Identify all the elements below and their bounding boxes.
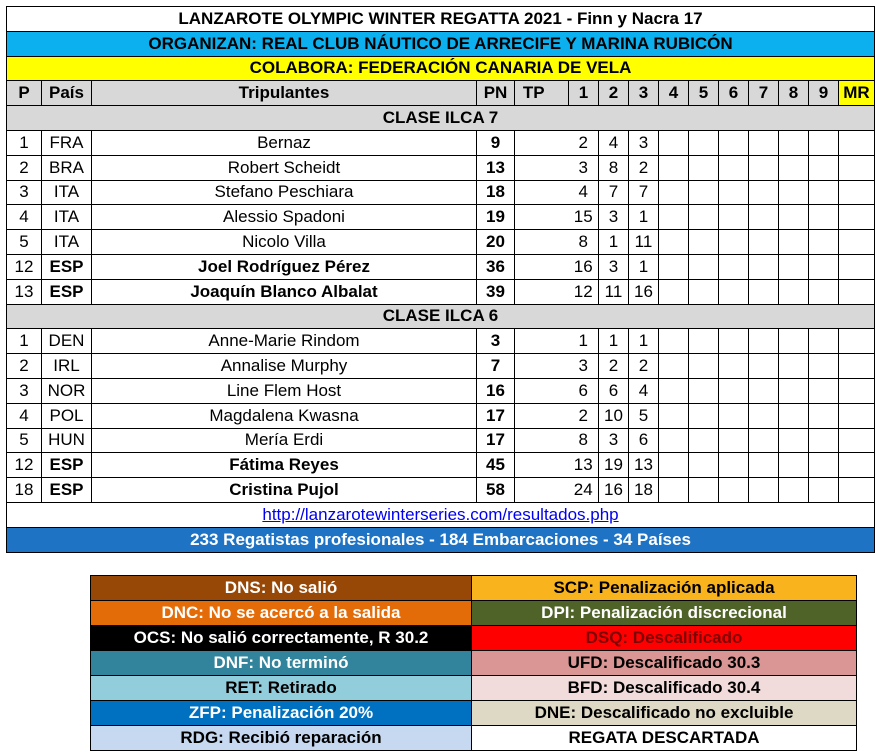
race-1-cell: 24 [569,478,599,503]
race-3-cell: 1 [629,205,659,230]
country-cell: BRA [42,155,92,180]
race-5-cell [689,254,719,279]
race-5-cell [689,378,719,403]
race-6-cell [719,403,749,428]
race-7-cell [749,428,779,453]
race-5-cell [689,205,719,230]
total-points-cell [515,230,553,255]
race-6-cell [719,329,749,354]
crew-name-cell: Annalise Murphy [92,354,477,379]
total-points-cell [515,478,553,503]
legend-item: BFD: Descalificado 30.4 [472,676,857,701]
medal-race-cell [839,230,875,255]
legend-item: ZFP: Penalización 20% [91,701,472,726]
race-3-cell: 5 [629,403,659,428]
table-row [7,254,875,279]
table-row [7,329,875,354]
race-8-cell [779,428,809,453]
race-3-cell: 1 [629,254,659,279]
race-2-cell: 3 [599,254,629,279]
net-points-cell: 36 [477,254,515,279]
medal-race-cell [839,403,875,428]
race-2-cell: 7 [599,180,629,205]
race-2-cell: 8 [599,155,629,180]
total-points-cell [515,180,553,205]
col-header-race-3: 3 [629,81,659,106]
race-7-cell [749,453,779,478]
race-6-cell [719,180,749,205]
col-header-mr: MR [839,81,875,106]
race-6-cell [719,254,749,279]
medal-race-cell [839,428,875,453]
race-8-cell [779,378,809,403]
race-8-cell [779,453,809,478]
spacer-cell [553,180,569,205]
position-cell: 2 [7,354,42,379]
crew-name-cell: Robert Scheidt [92,155,477,180]
legend-item: DNF: No terminó [91,651,472,676]
spacer-cell [553,478,569,503]
race-6-cell [719,453,749,478]
table-row [7,155,875,180]
table-row [7,403,875,428]
race-3-cell: 4 [629,378,659,403]
race-1-cell: 3 [569,155,599,180]
medal-race-cell [839,130,875,155]
spacer-cell [553,329,569,354]
race-7-cell [749,378,779,403]
race-8-cell [779,205,809,230]
legend-row [91,651,857,676]
race-9-cell [809,378,839,403]
race-7-cell [749,130,779,155]
race-4-cell [659,403,689,428]
medal-race-cell [839,354,875,379]
total-points-cell [515,205,553,230]
race-4-cell [659,453,689,478]
crew-name-cell: Line Flem Host [92,378,477,403]
regatta-title: LANZAROTE OLYMPIC WINTER REGATTA 2021 - Finn y Nacra 17 [7,7,875,32]
race-2-cell: 1 [599,329,629,354]
legend-row [91,726,857,751]
col-header-gap [553,81,569,106]
spacer-cell [553,254,569,279]
crew-name-cell: Anne-Marie Rindom [92,329,477,354]
race-3-cell: 2 [629,354,659,379]
col-header-race-7: 7 [749,81,779,106]
race-7-cell [749,354,779,379]
total-points-cell [515,329,553,354]
race-5-cell [689,130,719,155]
net-points-cell: 9 [477,130,515,155]
col-header-race-5: 5 [689,81,719,106]
spacer-cell [553,354,569,379]
net-points-cell: 17 [477,403,515,428]
race-6-cell [719,205,749,230]
race-9-cell [809,279,839,304]
race-7-cell [749,279,779,304]
race-5-cell [689,230,719,255]
col-header-pn: PN [477,81,515,106]
col-header-tp: TP [515,81,553,106]
race-1-cell: 8 [569,230,599,255]
total-points-cell [515,403,553,428]
crew-name-cell: Stefano Peschiara [92,180,477,205]
legend-item: DSQ: Descalificado [472,626,857,651]
position-cell: 1 [7,130,42,155]
race-7-cell [749,478,779,503]
race-4-cell [659,329,689,354]
race-3-cell: 11 [629,230,659,255]
net-points-cell: 16 [477,378,515,403]
race-2-cell: 6 [599,378,629,403]
medal-race-cell [839,453,875,478]
race-8-cell [779,130,809,155]
race-4-cell [659,130,689,155]
race-2-cell: 16 [599,478,629,503]
crew-name-cell: Magdalena Kwasna [92,403,477,428]
race-3-cell: 18 [629,478,659,503]
legend-row [91,701,857,726]
table-row [7,378,875,403]
total-points-cell [515,155,553,180]
total-points-cell [515,254,553,279]
race-9-cell [809,354,839,379]
race-5-cell [689,354,719,379]
race-5-cell [689,329,719,354]
table-row [7,279,875,304]
col-header-race-6: 6 [719,81,749,106]
legend-item: DNE: Descalificado no excluible [472,701,857,726]
total-points-cell [515,354,553,379]
col-header-race-9: 9 [809,81,839,106]
collaborator-banner: COLABORA: FEDERACIÓN CANARIA DE VELA [7,56,875,81]
race-9-cell [809,130,839,155]
race-1-cell: 3 [569,354,599,379]
race-1-cell: 1 [569,329,599,354]
race-6-cell [719,230,749,255]
col-header-p: P [7,81,42,106]
race-1-cell: 2 [569,403,599,428]
position-cell: 4 [7,403,42,428]
race-1-cell: 16 [569,254,599,279]
country-cell: IRL [42,354,92,379]
total-points-cell [515,378,553,403]
race-9-cell [809,428,839,453]
medal-race-cell [839,254,875,279]
race-6-cell [719,279,749,304]
race-8-cell [779,279,809,304]
legend-row [91,676,857,701]
race-6-cell [719,428,749,453]
total-points-cell [515,428,553,453]
table-row [7,428,875,453]
race-7-cell [749,329,779,354]
race-9-cell [809,403,839,428]
spacer-cell [553,378,569,403]
net-points-cell: 39 [477,279,515,304]
position-cell: 5 [7,230,42,255]
race-2-cell: 1 [599,230,629,255]
total-points-cell [515,279,553,304]
race-3-cell: 7 [629,180,659,205]
column-header-row [7,81,875,106]
crew-name-cell: Nicolo Villa [92,230,477,255]
position-cell: 12 [7,254,42,279]
race-2-cell: 11 [599,279,629,304]
country-cell: ITA [42,230,92,255]
position-cell: 4 [7,205,42,230]
crew-name-cell: Alessio Spadoni [92,205,477,230]
class-header: CLASE ILCA 6 [7,304,875,329]
race-8-cell [779,254,809,279]
race-2-cell: 3 [599,428,629,453]
race-4-cell [659,354,689,379]
country-cell: ITA [42,180,92,205]
col-header-race-1: 1 [569,81,599,106]
race-1-cell: 4 [569,180,599,205]
race-8-cell [779,155,809,180]
legend-item: UFD: Descalificado 30.3 [472,651,857,676]
legend-row [91,626,857,651]
spacer-cell [553,230,569,255]
race-2-cell: 10 [599,403,629,428]
col-header-country: País [42,81,92,106]
race-6-cell [719,378,749,403]
race-9-cell [809,329,839,354]
race-9-cell [809,453,839,478]
race-4-cell [659,230,689,255]
legend-item: SCP: Penalización aplicada [472,576,857,601]
race-5-cell [689,180,719,205]
legend-row [91,576,857,601]
race-5-cell [689,279,719,304]
legend-item: DPI: Penalización discrecional [472,601,857,626]
position-cell: 3 [7,180,42,205]
race-1-cell: 15 [569,205,599,230]
table-row [7,130,875,155]
race-5-cell [689,453,719,478]
race-9-cell [809,155,839,180]
race-5-cell [689,155,719,180]
col-header-race-8: 8 [779,81,809,106]
net-points-cell: 7 [477,354,515,379]
results-link-cell [7,502,875,527]
race-7-cell [749,230,779,255]
net-points-cell: 45 [477,453,515,478]
race-1-cell: 12 [569,279,599,304]
race-6-cell [719,130,749,155]
legend-item: DNC: No se acercó a la salida [91,601,472,626]
race-3-cell: 2 [629,155,659,180]
position-cell: 5 [7,428,42,453]
race-2-cell: 4 [599,130,629,155]
race-8-cell [779,478,809,503]
table-row [7,478,875,503]
legend-item: REGATA DESCARTADA [472,726,857,751]
country-cell: POL [42,403,92,428]
race-4-cell [659,428,689,453]
table-row [7,354,875,379]
legend-row [91,601,857,626]
position-cell: 12 [7,453,42,478]
country-cell: ITA [42,205,92,230]
legend-item: DNS: No salió [91,576,472,601]
spacer-cell [553,155,569,180]
race-6-cell [719,155,749,180]
crew-name-cell: Mería Erdi [92,428,477,453]
medal-race-cell [839,279,875,304]
race-3-cell: 1 [629,329,659,354]
country-cell: NOR [42,378,92,403]
net-points-cell: 13 [477,155,515,180]
net-points-cell: 17 [477,428,515,453]
stats-banner: 233 Regatistas profesionales - 184 Embarcaciones - 34 Países [7,527,875,552]
net-points-cell: 3 [477,329,515,354]
race-8-cell [779,230,809,255]
position-cell: 18 [7,478,42,503]
race-2-cell: 19 [599,453,629,478]
results-table [6,6,875,553]
col-header-race-4: 4 [659,81,689,106]
country-cell: ESP [42,453,92,478]
race-7-cell [749,155,779,180]
country-cell: ESP [42,279,92,304]
crew-name-cell: Bernaz [92,130,477,155]
spacer-cell [553,453,569,478]
country-cell: DEN [42,329,92,354]
legend-item: RET: Retirado [91,676,472,701]
crew-name-cell: Cristina Pujol [92,478,477,503]
race-4-cell [659,254,689,279]
position-cell: 1 [7,329,42,354]
race-8-cell [779,354,809,379]
medal-race-cell [839,329,875,354]
race-6-cell [719,478,749,503]
crew-name-cell: Joel Rodríguez Pérez [92,254,477,279]
race-6-cell [719,354,749,379]
medal-race-cell [839,180,875,205]
race-9-cell [809,180,839,205]
crew-name-cell: Fátima Reyes [92,453,477,478]
total-points-cell [515,453,553,478]
col-header-crew: Tripulantes [92,81,477,106]
spacer-cell [553,403,569,428]
race-2-cell: 3 [599,205,629,230]
table-row [7,230,875,255]
net-points-cell: 58 [477,478,515,503]
race-5-cell [689,428,719,453]
race-9-cell [809,205,839,230]
race-1-cell: 6 [569,378,599,403]
country-cell: ESP [42,254,92,279]
race-7-cell [749,205,779,230]
country-cell: ESP [42,478,92,503]
total-points-cell [515,130,553,155]
legend-item: OCS: No salió correctamente, R 30.2 [91,626,472,651]
table-row [7,453,875,478]
medal-race-cell [839,205,875,230]
col-header-race-2: 2 [599,81,629,106]
race-9-cell [809,478,839,503]
race-1-cell: 2 [569,130,599,155]
race-4-cell [659,180,689,205]
net-points-cell: 18 [477,180,515,205]
race-8-cell [779,403,809,428]
results-link[interactable]: http://lanzarotewinterseries.com/resultados.php [262,504,619,524]
legend-item: RDG: Recibió reparación [91,726,472,751]
race-5-cell [689,478,719,503]
race-9-cell [809,230,839,255]
race-5-cell [689,403,719,428]
race-1-cell: 13 [569,453,599,478]
spacer-cell [553,130,569,155]
race-7-cell [749,254,779,279]
race-4-cell [659,478,689,503]
medal-race-cell [839,155,875,180]
race-3-cell: 6 [629,428,659,453]
race-1-cell: 8 [569,428,599,453]
legend-table [90,575,857,751]
net-points-cell: 19 [477,205,515,230]
position-cell: 2 [7,155,42,180]
race-8-cell [779,329,809,354]
race-3-cell: 13 [629,453,659,478]
race-8-cell [779,180,809,205]
table-row [7,180,875,205]
position-cell: 3 [7,378,42,403]
race-4-cell [659,378,689,403]
medal-race-cell [839,478,875,503]
spacer-cell [553,428,569,453]
spacer-cell [553,279,569,304]
race-9-cell [809,254,839,279]
class-header: CLASE ILCA 7 [7,106,875,131]
table-row [7,205,875,230]
race-3-cell: 3 [629,130,659,155]
race-2-cell: 2 [599,354,629,379]
medal-race-cell [839,378,875,403]
organizers-banner: ORGANIZAN: REAL CLUB NÁUTICO DE ARRECIFE Y MARINA RUBICÓN [7,31,875,56]
position-cell: 13 [7,279,42,304]
race-4-cell [659,205,689,230]
race-7-cell [749,403,779,428]
country-cell: FRA [42,130,92,155]
country-cell: HUN [42,428,92,453]
race-7-cell [749,180,779,205]
crew-name-cell: Joaquín Blanco Albalat [92,279,477,304]
spacer-cell [553,205,569,230]
race-3-cell: 16 [629,279,659,304]
race-4-cell [659,279,689,304]
race-4-cell [659,155,689,180]
net-points-cell: 20 [477,230,515,255]
